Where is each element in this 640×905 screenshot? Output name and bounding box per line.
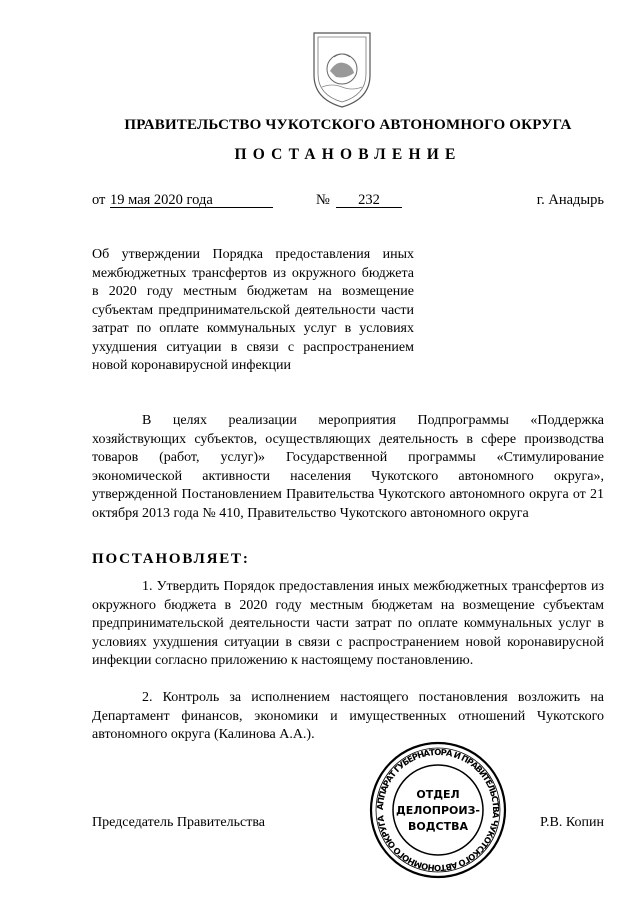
document-number: 232 (336, 193, 402, 208)
document-subject: Об утверждении Порядка предоставления иных межбюджетных трансфертов из окружного бюджета в 2020 году местным бюджетам на возмещение субъектам предпринимательской деятельности части затрат по оплате коммунальных услуг в условиях ухудшения ситуации в связи с распространением новой коронавирусной инфекции (92, 247, 414, 373)
resolve-heading: ПОСТАНОВЛЯЕТ: (92, 551, 250, 567)
coat-of-arms-icon (306, 27, 378, 111)
document-number-field (336, 192, 402, 209)
organization-title: ПРАВИТЕЛЬСТВО ЧУКОТСКОГО АВТОНОМНОГО ОКРУГА (124, 117, 572, 133)
stamp-line-3: ВОДСТВА (407, 820, 469, 833)
document-city: г. Анадырь (536, 192, 604, 208)
resolution-item-2: 2. Контроль за исполнением настоящего постановления возложить на Департамент финансов, экономики и имущественных отношений Чукотского автономного округа (Калинова А.А.). (92, 690, 604, 742)
signatory-position: Председатель Правительства (92, 815, 265, 830)
stamp-line-2: ДЕЛОПРОИЗ- (395, 804, 481, 817)
office-stamp (368, 740, 508, 880)
resolution-item-1: 1. Утвердить Порядок предоставления иных межбюджетных трансфертов из окружного бюджета в 2020 году местным бюджетам на возмещение субъектам предпринимательской деятельности части затрат по оплате коммунальных услуг в условиях ухудшения ситуации в связи с распространением новой коронавирусной инфекции согласно приложению к настоящему постановлению. (92, 579, 604, 668)
preamble-paragraph: В целях реализации мероприятия Подпрограммы «Поддержка хозяйствующих субъектов, осуществляющих деятельность в сфере производства товаров (работ, услуг)» Государственной программы «Стимулирование экономической активности населения Чукотского автономного округа», утвержденной Постановлением Правительства Чукотского автономного округа от 21 октября 2013 года № 410, Правительство Чукотского автономного округа (92, 413, 604, 521)
document-date: 19 мая 2020 года (110, 193, 273, 208)
document-type: ПОСТАНОВЛЕНИЕ (234, 146, 462, 163)
date-prefix: от (92, 192, 106, 208)
document-date-field (110, 192, 273, 209)
stamp-ring-text: АППАРАТ ГУБЕРНАТОРА И ПРАВИТЕЛЬСТВА ЧУКОТСКОГО АВТОНОМНОГО ОКРУГА (374, 746, 502, 874)
stamp-line-1: ОТДЕЛ (416, 788, 460, 801)
signatory-name: Р.В. Копин (540, 815, 604, 830)
number-sign: № (316, 192, 330, 208)
